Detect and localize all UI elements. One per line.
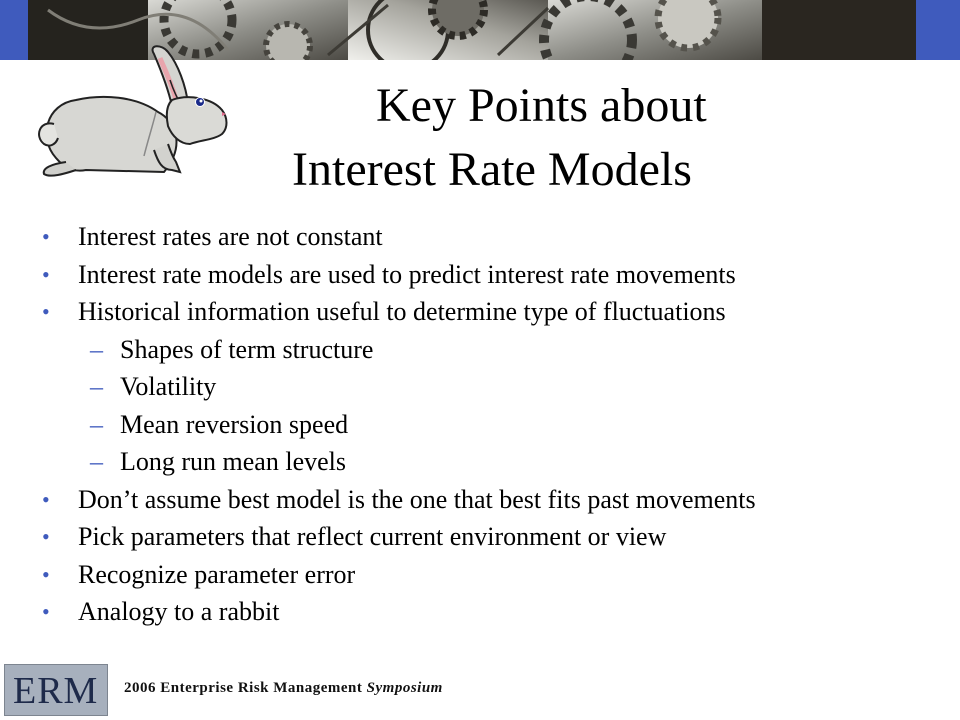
event-footer (124, 680, 443, 697)
dash-marker: – (90, 372, 103, 401)
dash-marker: – (90, 409, 103, 439)
bullet-text: Pick parameters that reflect current environment or view (78, 522, 667, 551)
banner-left-edge (0, 0, 28, 60)
logo-text: ERM (13, 670, 99, 712)
bullet-marker: • (42, 524, 50, 549)
bullet-text: Mean reversion speed (120, 409, 349, 439)
bullet-text: Analogy to a rabbit (78, 597, 280, 626)
dash-marker: – (90, 447, 103, 476)
banner-dark-panel (762, 0, 916, 60)
slide-title (200, 74, 940, 202)
sub-bullet-item (32, 406, 932, 444)
bullet-text: Recognize parameter error (78, 559, 356, 589)
bullet-marker: • (42, 486, 50, 512)
bullet-text: Shapes of term structure (120, 334, 374, 364)
bullet-text: Interest rates are not constant (78, 222, 383, 251)
event-suffix: Symposium (366, 680, 443, 696)
bullet-item (32, 293, 932, 331)
bullet-marker: • (42, 599, 50, 624)
bullet-text: Historical information useful to determine type of fluctuations (78, 297, 726, 326)
bullet-text: Interest rate models are used to predict interest rate movements (78, 259, 736, 289)
sub-bullet-item (32, 368, 932, 406)
bullet-text: Don’t assume best model is the one that best fits past movements (78, 484, 756, 514)
title-line-2: Interest Rate Models (292, 143, 692, 196)
bullet-item (32, 518, 932, 556)
bullet-marker: • (42, 224, 50, 249)
bullet-item (32, 593, 932, 631)
event-name: 2006 Enterprise Risk Management (124, 680, 363, 696)
dash-marker: – (90, 334, 103, 364)
bullet-marker: • (42, 261, 50, 287)
erm-logo (4, 664, 108, 716)
title-line-1: Key Points about (376, 79, 707, 132)
banner-right-edge (916, 0, 960, 60)
bullet-marker: • (42, 561, 50, 587)
sub-bullet-item (32, 443, 932, 481)
bullet-item (32, 218, 932, 256)
sub-bullet-item (32, 331, 932, 369)
bullet-text: Long run mean levels (120, 447, 346, 476)
bullet-item (32, 481, 932, 519)
bullet-marker: • (42, 299, 50, 324)
bullet-list (32, 218, 932, 631)
bullet-item (32, 556, 932, 594)
bullet-text: Volatility (120, 372, 217, 401)
bullet-item (32, 256, 932, 294)
